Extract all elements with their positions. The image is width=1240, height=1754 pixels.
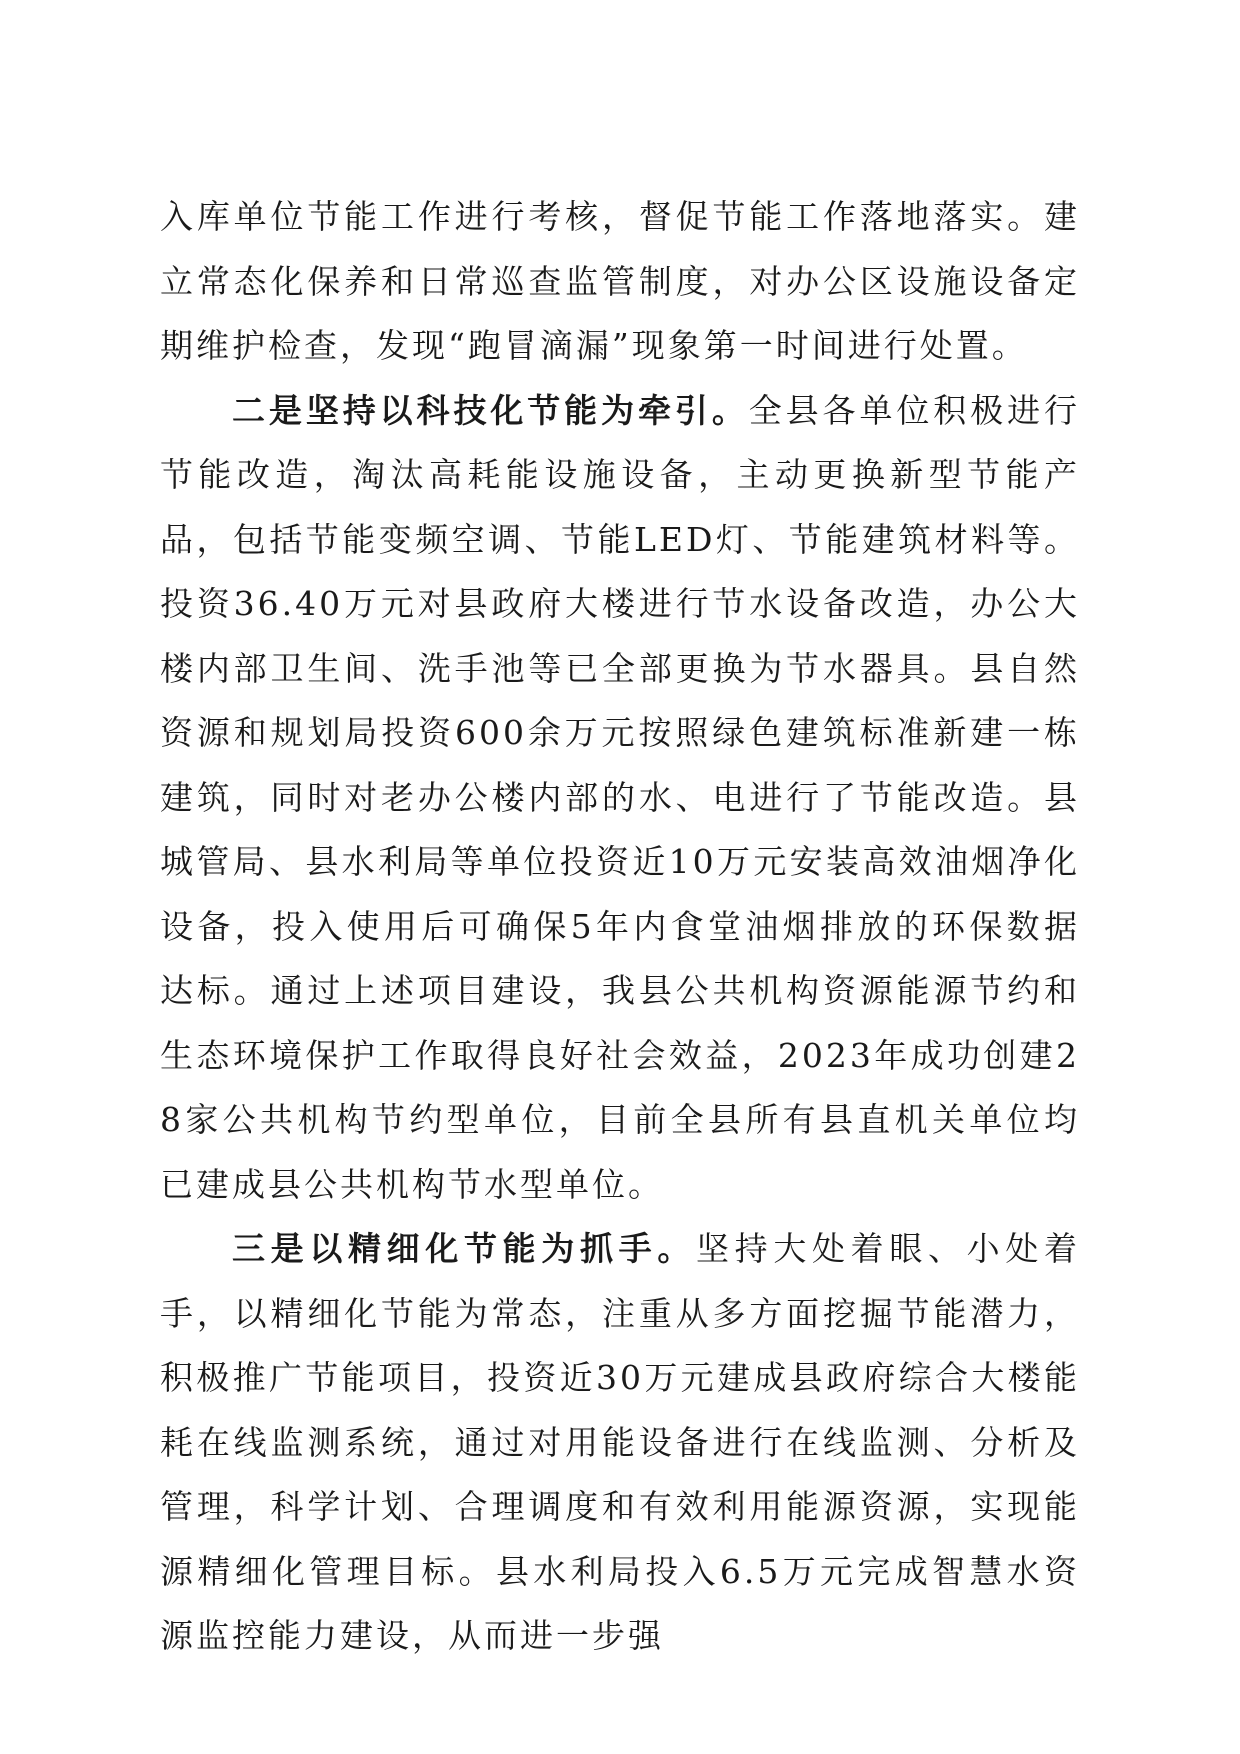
paragraph-text: 全县各单位积极进行节能改造，淘汰高耗能设施设备，主动更换新型节能产品，包括节能变频空调、节能LED灯、节能建筑材料等。投资36.40万元对县政府大楼进行节水设备改造，办公大楼内部卫生间、洗手池等已全部更换为节水器具。县自然资源和规划局投资600余万元按照绿色建筑标准新建一栋建筑，同时对老办公楼内部的水、电进行了节能改造。县城管局、县水利局等单位投资近10万元安装高效油烟净化设备，投入使用后可确保5年内食堂油烟排放的环保数据达标。通过上述项目建设，我县公共机构资源能源节约和生态环境保护工作取得良好社会效益，2023年成功创建28家公共机构节约型单位，目前全县所有县直机关单位均已建成县公共机构节水型单位。: [160, 390, 1081, 1204]
document-page: [160, 185, 1080, 1669]
paragraph-lead-heading: 三是以精细化节能为抓手。: [232, 1229, 696, 1268]
paragraph-lead-heading: 二是坚持以科技化节能为牵引。: [232, 390, 749, 430]
paragraph-continuation: [160, 185, 1080, 379]
paragraph-text: 入库单位节能工作进行考核，督促节能工作落地落实。建立常态化保养和日常巡查监管制度，对办公区设施设备定期维护检查，发现“跑冒滴漏”现象第一时间进行处置。: [160, 197, 1080, 365]
paragraph-text: 坚持大处着眼、小处着手，以精细化节能为常态，注重从多方面挖掘节能潜力，积极推广节能项目，投资近30万元建成县政府综合大楼能耗在线监测系统，通过对用能设备进行在线监测、分析及管理，科学计划、合理调度和有效利用能源资源，实现能源精细化管理目标。县水利局投入6.5万元完成智慧水资源监控能力建设，从而进一步强: [160, 1229, 1081, 1655]
paragraph-refined-energy-saving: [160, 1217, 1080, 1669]
paragraph-tech-energy-saving: [160, 379, 1080, 1218]
